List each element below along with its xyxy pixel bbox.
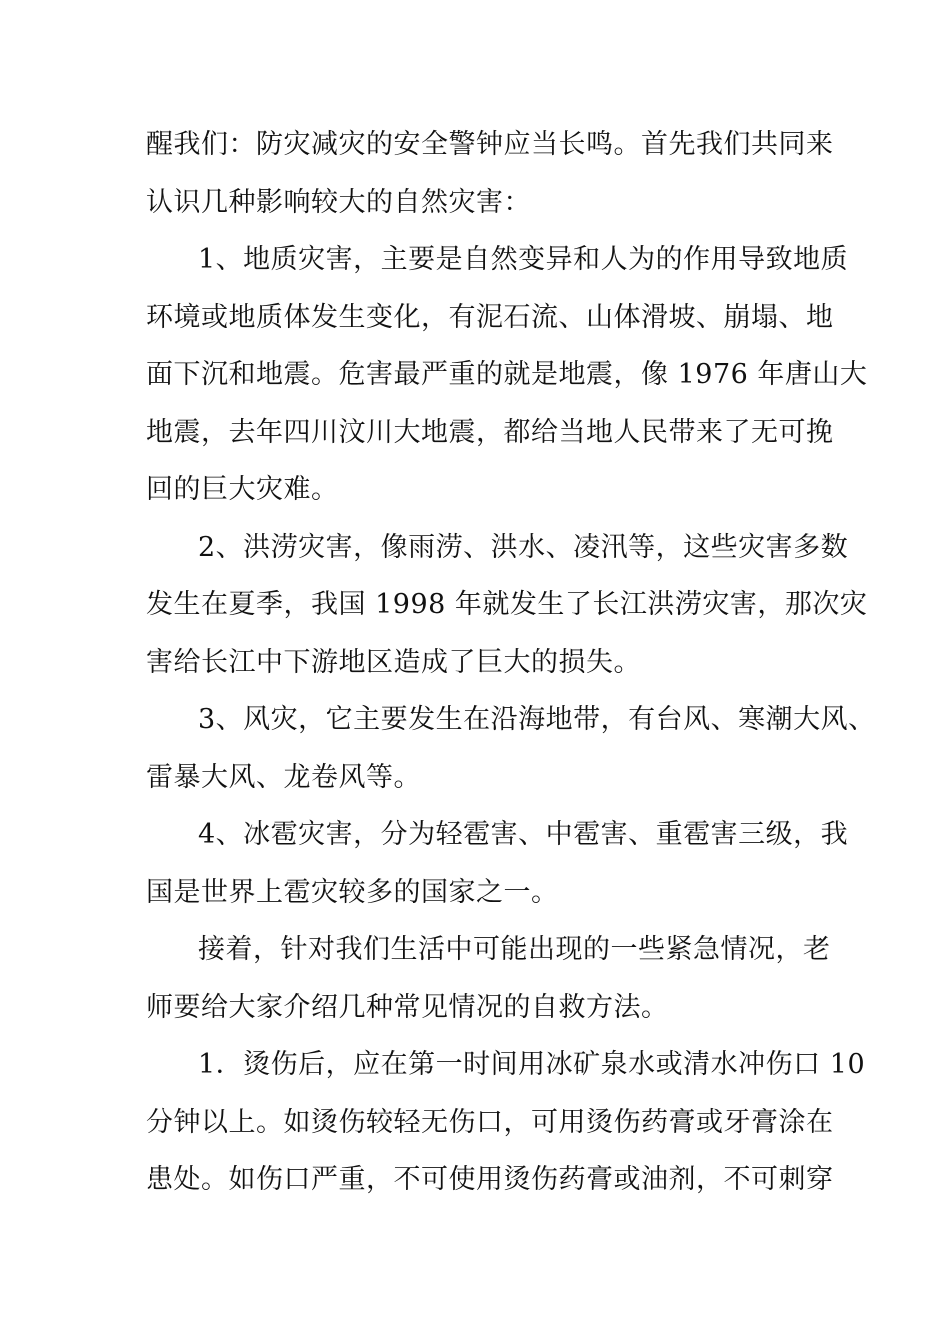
text-line-9: 发生在夏季，我国 1998 年就发生了长江洪涝灾害，那次灾 <box>146 589 868 620</box>
text-line-7: 回的巨大灾难。 <box>146 474 339 505</box>
text-line-5: 面下沉和地震。危害最严重的就是地震，像 1976 年唐山大 <box>146 359 868 390</box>
text-line-6: 地震，去年四川汶川大地震，都给当地人民带来了无可挽 <box>146 416 834 448</box>
text-line-16: 师要给大家介绍几种常见情况的自救方法。 <box>146 991 669 1023</box>
text-line-10: 害给长江中下游地区造成了巨大的损失。 <box>146 646 641 678</box>
text-line-17: 1．烫伤后，应在第一时间用冰矿泉水或清水冲伤口 10 <box>198 1049 866 1080</box>
text-line-14: 国是世界上雹灾较多的国家之一。 <box>146 876 559 908</box>
text-line-15: 接着，针对我们生活中可能出现的一些紧急情况，老 <box>198 934 831 965</box>
text-line-12: 雷暴大风、龙卷风等。 <box>146 761 421 793</box>
text-line-19: 患处。如伤口严重，不可使用烫伤药膏或油剂，不可刺穿 <box>146 1164 834 1195</box>
text-line-8: 2、洪涝灾害，像雨涝、洪水、凌汛等，这些灾害多数 <box>198 531 849 563</box>
text-line-4: 环境或地质体发生变化，有泥石流、山体滑坡、崩塌、地 <box>146 301 834 333</box>
text-line-11: 3、风灾，它主要发生在沿海地带，有台风、寒潮大风、 <box>198 704 876 735</box>
body-text <box>146 116 876 1209</box>
text-line-2: 认识几种影响较大的自然灾害： <box>146 186 531 218</box>
text-line-18: 分钟以上。如烫伤较轻无伤口，可用烫伤药膏或牙膏涂在 <box>146 1106 834 1138</box>
text-line-3: 1、地质灾害，主要是自然变异和人为的作用导致地质 <box>198 244 849 275</box>
text-line-1: 醒我们：防灾减灾的安全警钟应当长鸣。首先我们共同来 <box>146 129 834 160</box>
text-line-13: 4、冰雹灾害，分为轻雹害、中雹害、重雹害三级，我 <box>198 819 849 850</box>
